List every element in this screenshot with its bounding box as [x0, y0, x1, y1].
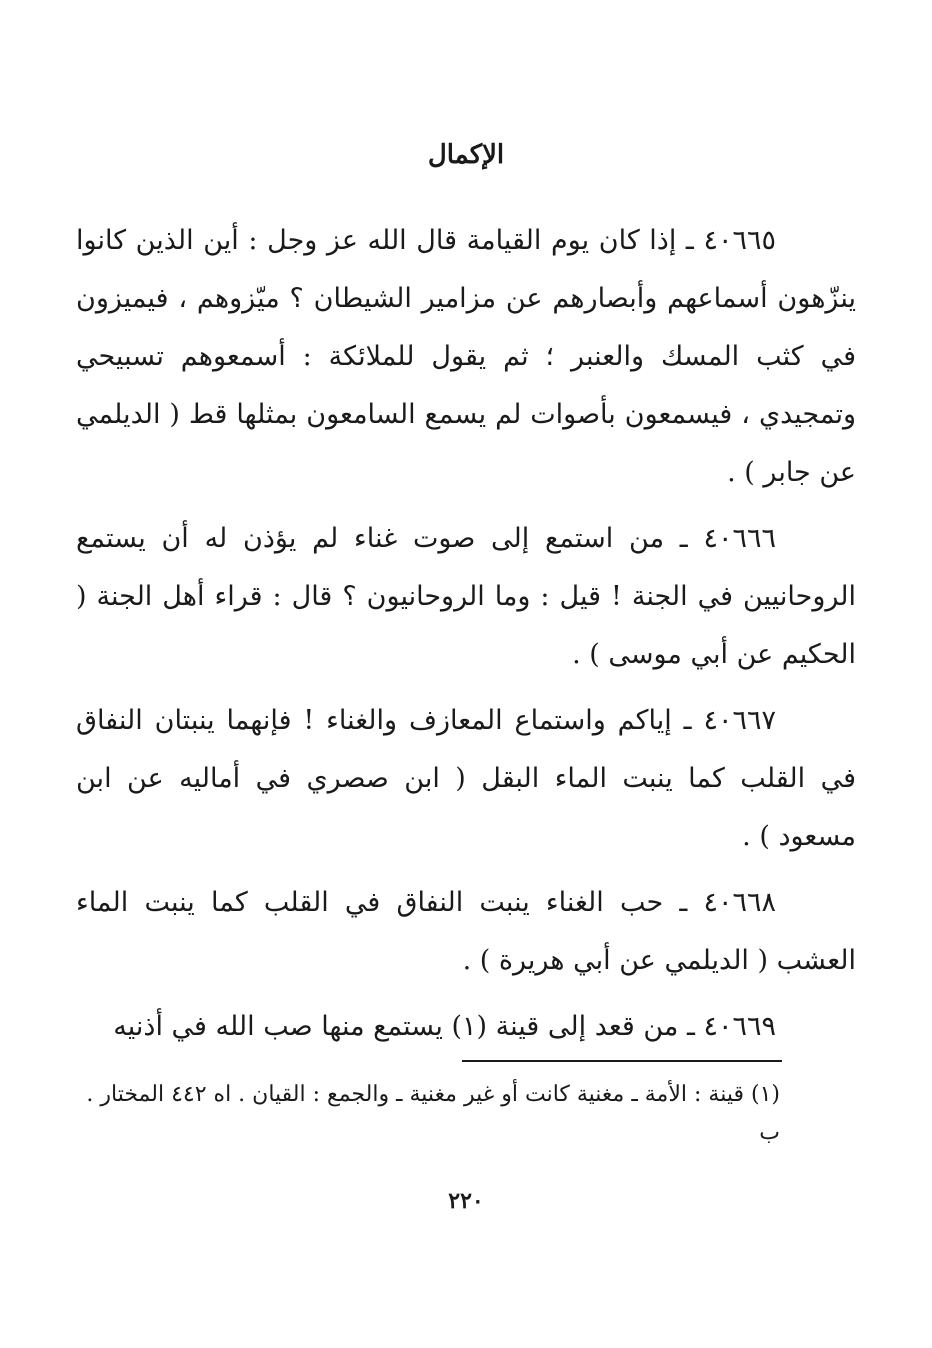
hadith-40668	[76, 874, 856, 990]
hadith-number: ٤٠٦٦٥	[703, 225, 776, 256]
footnote: (١) قينة : الأمة ـ مغنية كانت أو غير مغنية ـ والجمع : القيان . اه ٤٤٢ المختار . ب	[86, 1082, 780, 1145]
hadith-number: ٤٠٦٦٧	[703, 705, 776, 736]
page-number: ٢٢٠	[448, 1188, 484, 1214]
hadith-text: ـ إياكم واستماع المعازف والغناء ! فإنهما ينبتان النفاق في القلب كما ينبت الماء البقل ( ابن صصري في أماليه عن ابن مسعود ) .	[76, 705, 856, 852]
hadith-text: ـ إذا كان يوم القيامة قال الله عز وجل : أين الذين كانوا ينزّهون أسماعهم وأبصارهم عن مزامير الشيطان ؟ ميّزوهم ، فيميزون في كثب المسك والعنبر ؛ ثم يقول للملائكة : أسمعوهم تسبيحي وتمجيدي ، فيسمعون بأصوات لم يسمع السامعون بمثلها قط ( الديلمي عن جابر ) .	[76, 225, 856, 488]
hadith-number: ٤٠٦٦٦	[703, 523, 776, 554]
page-title: الإكمال	[427, 140, 505, 170]
footnote-divider	[462, 1060, 782, 1062]
hadith-40669	[76, 998, 856, 1056]
hadith-40665	[76, 212, 856, 502]
hadith-40666	[76, 510, 856, 684]
hadith-40667	[76, 692, 856, 866]
hadith-text: ـ من استمع إلى صوت غناء لم يؤذن له أن يستمع الروحانيين في الجنة ! قيل : وما الروحانيون ؟ قال : قراء أهل الجنة ( الحكيم عن أبي موسى ) .	[76, 523, 856, 670]
hadith-number: ٤٠٦٦٨	[703, 887, 776, 918]
hadith-text: ـ حب الغناء ينبت النفاق في القلب كما ينبت الماء العشب ( الديلمي عن أبي هريرة ) .	[76, 887, 856, 976]
hadith-list	[76, 212, 856, 1064]
hadith-number: ٤٠٦٦٩	[703, 1011, 776, 1042]
hadith-text: ـ من قعد إلى قينة (١) يستمع منها صب الله في أذنيه	[113, 1011, 695, 1042]
